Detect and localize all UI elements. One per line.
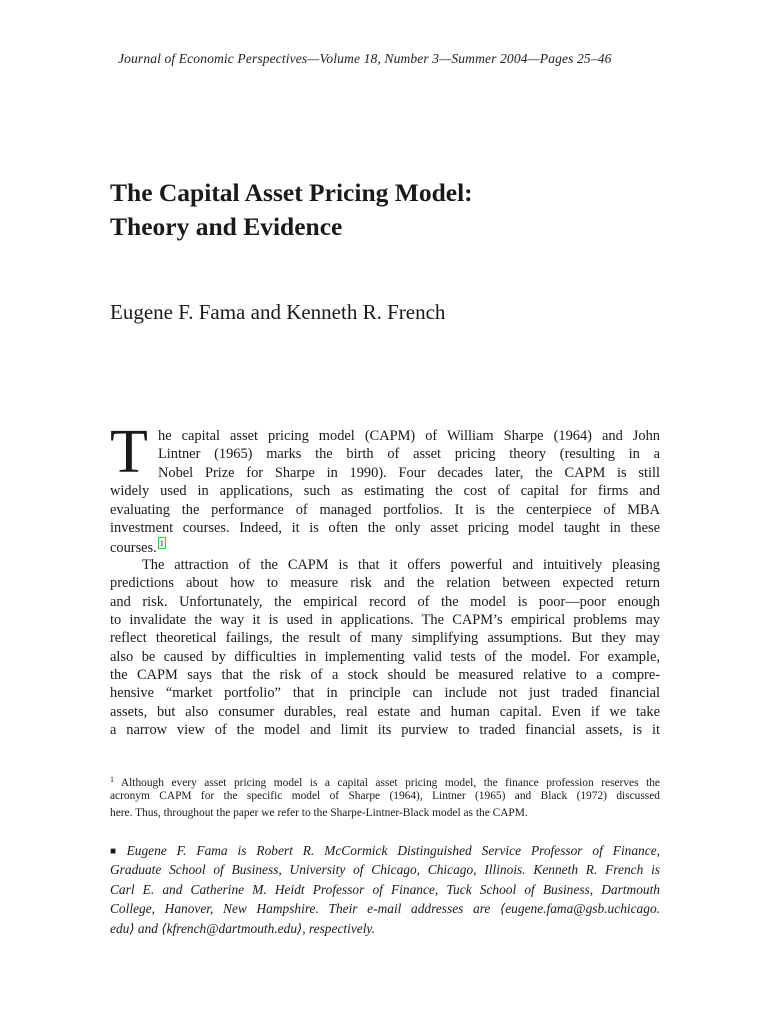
body-line: Nobel Prize for Sharpe in 1990). Four decades later, the CAPM is still (158, 464, 660, 481)
body-line: assets, but also consumer durables, real estate and human capital. Even if we take (110, 703, 660, 720)
body-line: evaluating the performance of managed portfolios. It is the centerpiece of MBA (110, 501, 660, 518)
affiliation-line: Graduate School of Business, University of Chicago, Chicago, Illinois. Kenneth R. French is (110, 862, 660, 878)
journal-header: Journal of Economic Perspectives—Volume 18, Number 3—Summer 2004—Pages 25–46 (118, 51, 612, 66)
title-line-2: Theory and Evidence (110, 212, 343, 241)
body-line: and risk. Unfortunately, the empirical record of the model is poor—poor enough (110, 593, 660, 610)
body-line: investment courses. Indeed, it is often the only asset pricing model taught in these (110, 519, 660, 536)
body-line: reflect theoretical failings, the result of many simplifying assumptions. But they may (110, 630, 660, 647)
bullet-icon: ■ (110, 846, 123, 857)
affiliation-text: Eugene F. Fama is Robert R. McCormick Distinguished Service Professor of Finance, (126, 843, 660, 858)
footnote-number: 1 (110, 775, 114, 784)
body-line: Lintner (1965) marks the birth of asset pricing theory (resulting in a (158, 446, 660, 463)
body-line: hensive “market portfolio” that in principle can include not just traded financial (110, 685, 660, 702)
body-line: predictions about how to measure risk and the relation between expected return (110, 575, 660, 592)
body-line: widely used in applications, such as estimating the cost of capital for firms and (110, 483, 660, 500)
footnote-text: Although every asset pricing model is a capital asset pricing model, the finance profession reserves the (120, 777, 660, 789)
footnote-line: acronym CAPM for the specific model of Sharpe (1964), Lintner (1965) and Black (1972) discussed (110, 790, 660, 803)
body-line: The attraction of the CAPM is that it offers powerful and intuitively pleasing (142, 556, 660, 573)
author-affiliation (110, 841, 660, 938)
footnote-line: here. Thus, throughout the paper we refer to the Sharpe-Lintner-Black model as the CAPM. (110, 806, 528, 819)
body-line: the CAPM says that the risk of a stock should be measured relative to a compre- (110, 667, 660, 684)
drop-cap: T (110, 418, 148, 486)
affiliation-line: edu⟩ and ⟨kfrench@dartmouth.edu⟩, respectively. (110, 920, 375, 936)
footnote-line (110, 772, 660, 788)
body-line-last (110, 537, 660, 555)
article-title (110, 176, 670, 244)
affiliation-line (110, 841, 660, 860)
footnote (110, 772, 660, 821)
article-authors: Eugene F. Fama and Kenneth R. French (110, 300, 446, 324)
affiliation-line: Carl E. and Catherine M. Heidt Professor of Finance, Tuck School of Business, Dartmouth (110, 881, 660, 897)
title-line-1: The Capital Asset Pricing Model: (110, 178, 473, 207)
body-line: also be caused by difficulties in implementing valid tests of the model. For example, (110, 648, 660, 665)
body-line: he capital asset pricing model (CAPM) of William Sharpe (1964) and John (158, 428, 660, 444)
body-text (110, 427, 660, 740)
body-text-fragment: courses. (110, 540, 157, 557)
affiliation-line: College, Hanover, New Hampshire. Their e-mail addresses are ⟨eugene.fama@gsb.uchicago. (110, 901, 660, 917)
body-line: a narrow view of the model and limit its purview to traded financial assets, is it (110, 722, 660, 739)
body-line: to invalidate the way it is used in applications. The CAPM’s empirical problems may (110, 611, 660, 628)
footnote-link[interactable]: 1 (159, 538, 165, 549)
